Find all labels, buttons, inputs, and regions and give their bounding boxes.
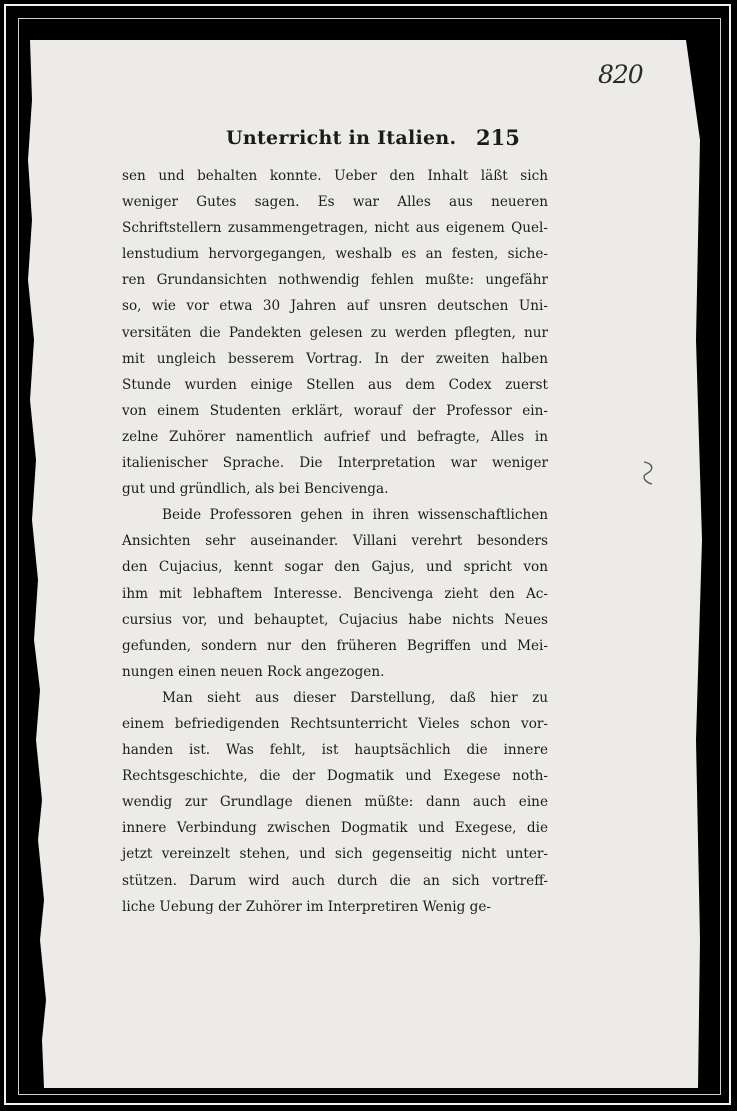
text-line: einem befriedigenden Rechtsunterricht Vieles schon vor-: [122, 715, 548, 732]
running-head: Unterricht in Italien.: [226, 127, 457, 149]
text-line: Rechtsgeschichte, die der Dogmatik und Exegese noth-: [122, 768, 548, 785]
text-line: Schriftstellern zusammengetragen, nicht aus eigenem Quel-: [122, 220, 548, 237]
text-line: versitäten die Pandekten gelesen zu werden pflegten, nur: [122, 324, 548, 341]
text-line: nungen einen neuen Rock angezogen.: [122, 663, 385, 680]
text-line: cursius vor, und behauptet, Cujacius habe nichts Neues: [122, 611, 548, 628]
text-line: sen und behalten konnte. Ueber den Inhalt läßt sich: [122, 168, 548, 184]
text-line: Stunde wurden einige Stellen aus dem Codex zuerst: [122, 376, 548, 393]
text-line: Man sieht aus dieser Darstellung, daß hier zu: [162, 689, 548, 706]
text-line: italienischer Sprache. Die Interpretation war weniger: [122, 455, 548, 472]
text-line: zelne Zuhörer namentlich aufrief und befragte, Alles in: [122, 428, 548, 445]
text-line: lenstudium hervorgegangen, weshalb es an festen, siche-: [122, 246, 548, 263]
text-line: jetzt vereinzelt stehen, und sich gegenseitig nicht unter-: [122, 846, 548, 863]
text-line: von einem Studenten erklärt, worauf der Professor ein-: [122, 402, 548, 419]
text-line: so, wie vor etwa 30 Jahren auf unsren deutschen Uni-: [122, 298, 548, 315]
page-number: 215: [476, 125, 520, 150]
text-line: Beide Professoren gehen in ihren wissenschaftlichen: [162, 507, 548, 524]
text-line: mit ungleich besserem Vortrag. In der zweiten halben: [122, 350, 548, 367]
text-line: innere Verbindung zwischen Dogmatik und Exegese, die: [122, 820, 548, 837]
text-line: ren Grundansichten nothwendig fehlen mußte: ungefähr: [122, 272, 548, 289]
text-line: wendig zur Grundlage dienen müßte: dann auch eine: [122, 794, 548, 811]
text-line: stützen. Darum wird auch durch die an sich vortreff-: [122, 872, 548, 889]
text-line: weniger Gutes sagen. Es war Alles aus neueren: [122, 194, 548, 211]
text-line: den Cujacius, kennt sogar den Gajus, und spricht von: [122, 559, 548, 576]
text-line: gefunden, sondern nur den früheren Begriffen und Mei-: [122, 637, 548, 654]
text-line: gut und gründlich, als bei Bencivenga.: [122, 481, 389, 498]
handwritten-folio-number: 820: [598, 60, 643, 89]
text-line: handen ist. Was fehlt, ist hauptsächlich die innere: [122, 742, 548, 759]
margin-pencil-mark: [640, 458, 660, 488]
text-line: liche Uebung der Zuhörer im Interpretiren Wenig ge-: [122, 898, 491, 915]
body-text: [122, 163, 548, 920]
text-line: Ansichten sehr auseinander. Villani verehrt besonders: [122, 533, 548, 550]
text-line: ihm mit lebhaftem Interesse. Bencivenga zieht den Ac-: [122, 585, 548, 602]
